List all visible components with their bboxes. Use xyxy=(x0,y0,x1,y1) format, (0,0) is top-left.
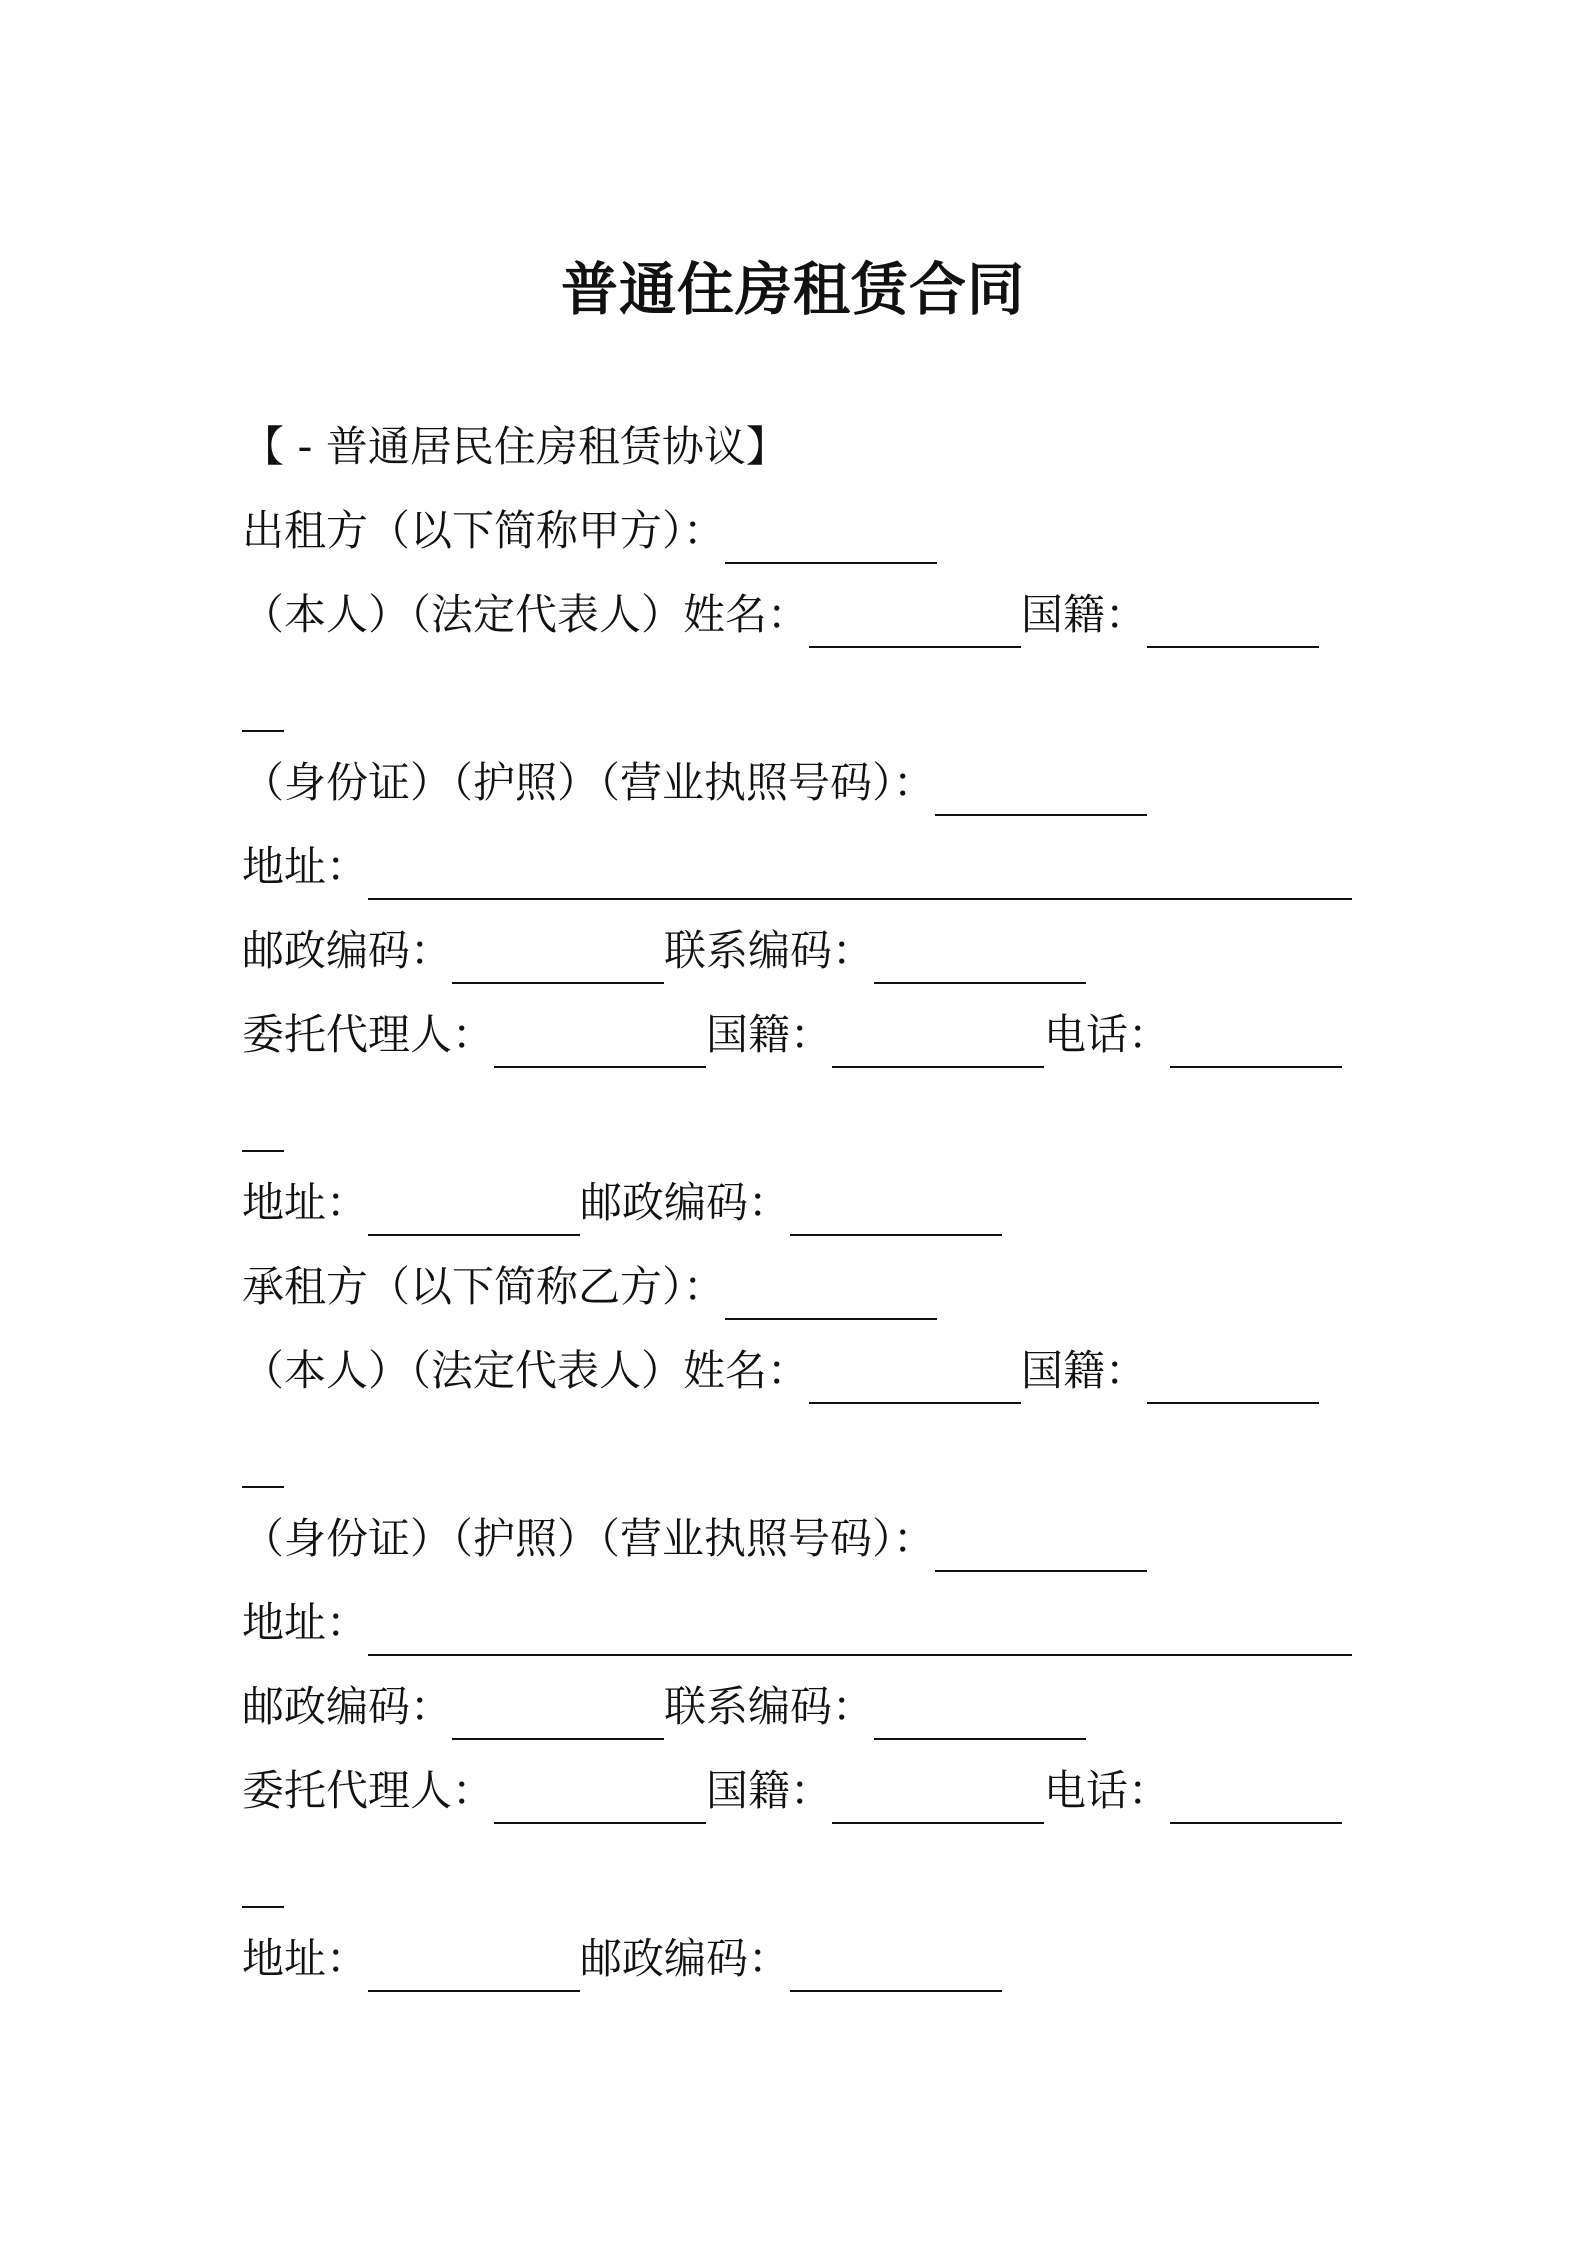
lessee-agent-phone-field[interactable] xyxy=(1170,1780,1342,1824)
lessor-name-field[interactable] xyxy=(809,604,1021,648)
lessee-heading-label: 承租方（以下简称乙方）： xyxy=(242,1262,726,1311)
lessor-agent-phone-field-continued[interactable] xyxy=(242,1108,284,1152)
lessee-postcode-field[interactable] xyxy=(452,1696,664,1740)
document-title: 普通住房租赁合同 xyxy=(561,257,1025,323)
lessor-heading-label: 出租方（以下简称甲方）： xyxy=(242,506,726,555)
lessee-nationality-wrap-line xyxy=(242,1413,1362,1497)
lessor-heading-line xyxy=(242,489,1362,573)
lessor-agent-postcode-field[interactable] xyxy=(790,1192,1002,1236)
lessee-name-line xyxy=(242,1329,1362,1413)
lessor-agent-field[interactable] xyxy=(494,1024,706,1068)
lessee-agent-address-field[interactable] xyxy=(368,1948,580,1992)
lessor-nationality-field[interactable] xyxy=(1147,604,1319,648)
lessor-agent-address-label: 地址： xyxy=(242,1178,369,1227)
lessee-agent-nationality-label: 国籍： xyxy=(706,1766,833,1815)
lessee-agent-phone-label: 电话： xyxy=(1044,1766,1171,1815)
lessor-id-label: （身份证）（护照）（营业执照号码）： xyxy=(242,758,936,807)
lessor-agent-phone-wrap-line xyxy=(242,1077,1362,1161)
lessor-id-line xyxy=(242,741,1362,825)
lessee-name-blank[interactable] xyxy=(725,1276,937,1320)
lessee-nationality-field[interactable] xyxy=(1147,1360,1319,1404)
lessor-agent-address-line xyxy=(242,1161,1362,1245)
lessor-nationality-wrap-line xyxy=(242,657,1362,741)
lessee-agent-phone-wrap-line xyxy=(242,1833,1362,1917)
lessee-agent-postcode-field[interactable] xyxy=(790,1948,1002,1992)
lessee-postcode-label: 邮政编码： xyxy=(242,1682,453,1731)
lessee-address-line xyxy=(242,1581,1362,1665)
lessor-name-label: （本人）（法定代表人）姓名： xyxy=(242,590,810,639)
lessor-postcode-field[interactable] xyxy=(452,940,664,984)
lessee-agent-label: 委托代理人： xyxy=(242,1766,495,1815)
lessee-contact-label: 联系编码： xyxy=(664,1682,875,1731)
lessee-name-label: （本人）（法定代表人）姓名： xyxy=(242,1346,810,1395)
lessor-agent-label: 委托代理人： xyxy=(242,1010,495,1059)
lessor-postcode-label: 邮政编码： xyxy=(242,926,453,975)
lessee-agent-field[interactable] xyxy=(494,1780,706,1824)
lessor-address-line xyxy=(242,825,1362,909)
lessee-id-label: （身份证）（护照）（营业执照号码）： xyxy=(242,1514,936,1563)
lessee-address-field[interactable] xyxy=(368,1612,1352,1656)
lessor-agent-postcode-label: 邮政编码： xyxy=(580,1178,791,1227)
lessor-nationality-field-continued[interactable] xyxy=(242,688,284,732)
lessee-agent-phone-field-continued[interactable] xyxy=(242,1864,284,1908)
lessee-agent-address-line xyxy=(242,1917,1362,2001)
lessor-name-blank[interactable] xyxy=(725,520,937,564)
lessee-address-label: 地址： xyxy=(242,1598,369,1647)
lessor-agent-line xyxy=(242,993,1362,1077)
lessor-id-field[interactable] xyxy=(935,772,1147,816)
contract-parties-section xyxy=(242,405,1362,2001)
lessor-contact-field[interactable] xyxy=(874,940,1086,984)
lessee-agent-line xyxy=(242,1749,1362,1833)
lessee-agent-address-label: 地址： xyxy=(242,1934,369,1983)
lessor-contact-label: 联系编码： xyxy=(664,926,875,975)
lessor-agent-phone-label: 电话： xyxy=(1044,1010,1171,1059)
lessor-address-field[interactable] xyxy=(368,856,1352,900)
lessee-postcode-line xyxy=(242,1665,1362,1749)
lessee-nationality-field-continued[interactable] xyxy=(242,1444,284,1488)
lessor-agent-nationality-label: 国籍： xyxy=(706,1010,833,1059)
lessee-name-field[interactable] xyxy=(809,1360,1021,1404)
lessor-agent-nationality-field[interactable] xyxy=(832,1024,1044,1068)
lessee-nationality-label: 国籍： xyxy=(1021,1346,1148,1395)
lessee-heading-line xyxy=(242,1245,1362,1329)
lessee-agent-nationality-field[interactable] xyxy=(832,1780,1044,1824)
document-subtitle: 【 - 普通居民住房租赁协议】 xyxy=(242,422,788,471)
lessee-agent-postcode-label: 邮政编码： xyxy=(580,1934,791,1983)
lessor-nationality-label: 国籍： xyxy=(1021,590,1148,639)
subtitle-line xyxy=(242,405,1362,489)
lessor-agent-address-field[interactable] xyxy=(368,1192,580,1236)
lessor-postcode-line xyxy=(242,909,1362,993)
lessor-name-line xyxy=(242,573,1362,657)
lessor-agent-phone-field[interactable] xyxy=(1170,1024,1342,1068)
lessee-contact-field[interactable] xyxy=(874,1696,1086,1740)
lessee-id-line xyxy=(242,1497,1362,1581)
lessor-address-label: 地址： xyxy=(242,842,369,891)
lessee-id-field[interactable] xyxy=(935,1528,1147,1572)
